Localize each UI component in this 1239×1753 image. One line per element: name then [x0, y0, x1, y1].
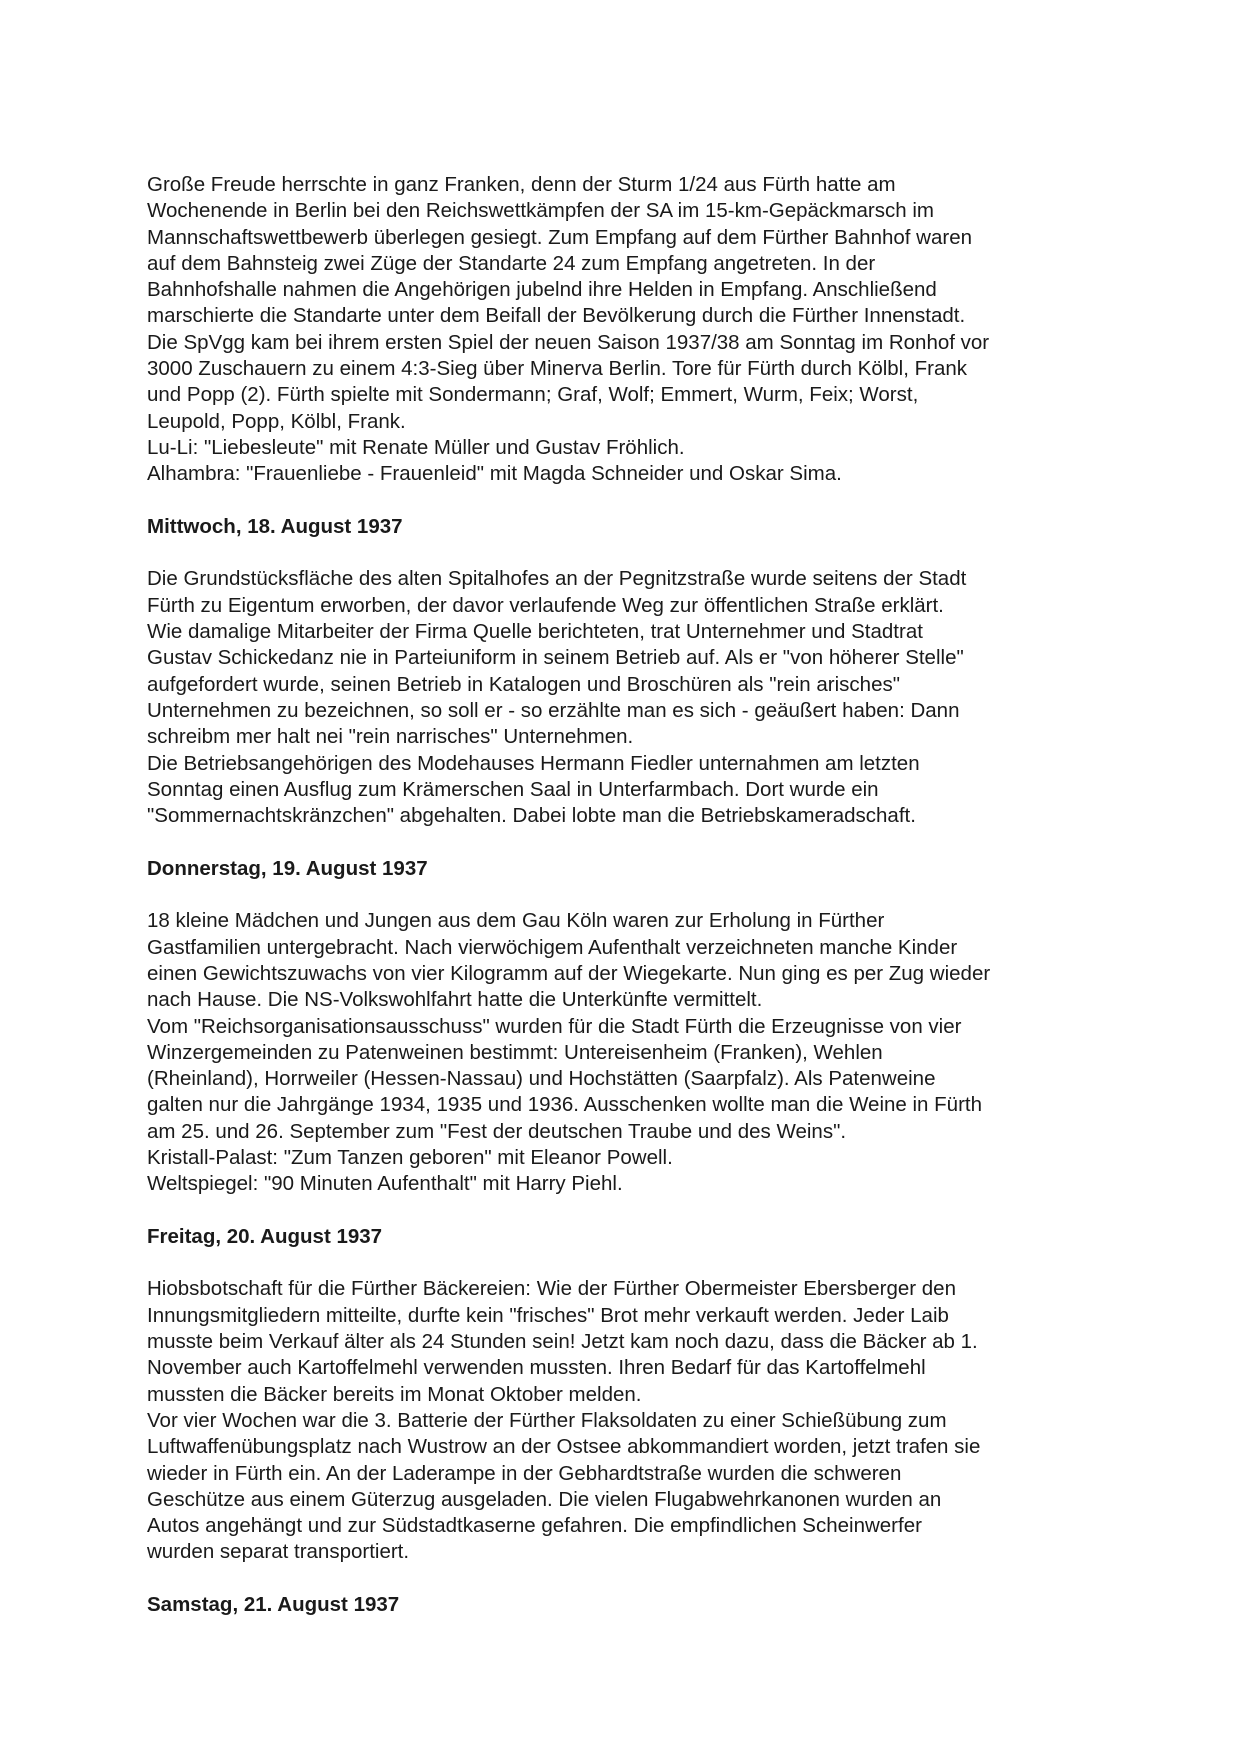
text-line: Sonntag einen Ausflug zum Krämerschen Saal in Unterfarmbach. Dort wurde ein	[147, 777, 879, 801]
text-line: und Popp (2). Fürth spielte mit Sondermann; Graf, Wolf; Emmert, Wurm, Feix; Worst,	[147, 383, 919, 407]
text-line: Luftwaffenübungsplatz nach Wustrow an der Ostsee abkommandiert worden, jetzt trafen sie	[147, 1435, 981, 1459]
text-line: Autos angehängt und zur Südstadtkaserne gefahren. Die empfindlichen Scheinwerfer	[147, 1514, 922, 1538]
text-line: am 25. und 26. September zum "Fest der deutschen Traube und des Weins".	[147, 1119, 847, 1143]
text-line: (Rheinland), Horrweiler (Hessen-Nassau) und Hochstätten (Saarpfalz). Als Patenweine	[147, 1067, 936, 1091]
text-line: Bahnhofshalle nahmen die Angehörigen jubelnd ihre Helden in Empfang. Anschließend	[147, 278, 937, 302]
paragraph	[147, 908, 1147, 1197]
text-line: galten nur die Jahrgänge 1934, 1935 und 1936. Ausschenken wollte man die Weine in Fürth	[147, 1093, 983, 1117]
text-line: Vor vier Wochen war die 3. Batterie der Fürther Flaksoldaten zu einer Schießübung zum	[147, 1408, 947, 1432]
text-line: Die Grundstücksfläche des alten Spitalhofes an der Pegnitzstraße wurde seitens der Stadt	[147, 567, 967, 591]
text-line: 3000 Zuschauern zu einem 4:3-Sieg über Minerva Berlin. Tore für Fürth durch Kölbl, Frank	[147, 357, 968, 381]
block-spacer	[147, 882, 1147, 908]
block-spacer	[147, 540, 1147, 566]
text-line: Kristall-Palast: "Zum Tanzen geboren" mit Eleanor Powell.	[147, 1145, 673, 1169]
text-line: Lu-Li: "Liebesleute" mit Renate Müller und Gustav Fröhlich.	[147, 435, 685, 459]
text-line: schreibm mer halt nei "rein narrisches" Unternehmen.	[147, 725, 634, 749]
text-line: mussten die Bäcker bereits im Monat Oktober melden.	[147, 1382, 642, 1406]
text-line: Die SpVgg kam bei ihrem ersten Spiel der neuen Saison 1937/38 am Sonntag im Ronhof vor	[147, 330, 990, 354]
date-heading: Freitag, 20. August 1937	[147, 1224, 383, 1248]
text-line: Gastfamilien untergebracht. Nach vierwöchigem Aufenthalt verzeichneten manche Kinder	[147, 935, 958, 959]
block-spacer	[147, 488, 1147, 514]
date-heading: Samstag, 21. August 1937	[147, 1593, 400, 1617]
text-line: wurden separat transportiert.	[147, 1540, 410, 1564]
text-line: Leupold, Popp, Kölbl, Frank.	[147, 409, 406, 433]
text-line: Innungsmitgliedern mitteilte, durfte kein "frisches" Brot mehr verkauft werden. Jeder Laib	[147, 1303, 949, 1327]
document-page	[147, 172, 1147, 1618]
text-line: November auch Kartoffelmehl verwenden mussten. Ihren Bedarf für das Kartoffelmehl	[147, 1356, 926, 1380]
text-line: Große Freude herrschte in ganz Franken, denn der Sturm 1/24 aus Fürth hatte am	[147, 173, 896, 196]
text-line: Winzergemeinden zu Patenweinen bestimmt: Untereisenheim (Franken), Wehlen	[147, 1040, 883, 1064]
text-line: Unternehmen zu bezeichnen, so soll er - so erzählte man es sich - geäußert haben: Dann	[147, 698, 960, 722]
text-line: "Sommernachtskränzchen" abgehalten. Dabei lobte man die Betriebskameradschaft.	[147, 804, 916, 828]
block-spacer	[147, 829, 1147, 855]
block-spacer	[147, 1566, 1147, 1592]
text-line: Vom "Reichsorganisationsausschuss" wurden für die Stadt Fürth die Erzeugnisse von vier	[147, 1014, 962, 1038]
text-line: Weltspiegel: "90 Minuten Aufenthalt" mit Harry Piehl.	[147, 1172, 623, 1196]
text-line: Wochenende in Berlin bei den Reichswettkämpfen der SA im 15-km-Gepäckmarsch im	[147, 199, 934, 223]
text-line: Gustav Schickedanz nie in Parteiuniform in seinem Betrieb auf. Als er "von höherer Stelle"	[147, 646, 964, 670]
text-line: musste beim Verkauf älter als 24 Stunden sein! Jetzt kam noch dazu, dass die Bäcker ab 1.	[147, 1330, 978, 1354]
text-line: Alhambra: "Frauenliebe - Frauenleid" mit Magda Schneider und Oskar Sima.	[147, 462, 842, 486]
text-line: marschierte die Standarte unter dem Beifall der Bevölkerung durch die Fürther Innenstadt.	[147, 304, 966, 328]
text-line: Die Betriebsangehörigen des Modehauses Hermann Fiedler unternahmen am letzten	[147, 751, 920, 775]
text-line: Fürth zu Eigentum erworben, der davor verlaufende Weg zur öffentlichen Straße erklärt.	[147, 593, 944, 617]
text-line: 18 kleine Mädchen und Jungen aus dem Gau Köln waren zur Erholung in Fürther	[147, 909, 885, 933]
block-spacer	[147, 1250, 1147, 1276]
paragraph	[147, 172, 1147, 488]
text-line: nach Hause. Die NS-Volkswohlfahrt hatte die Unterkünfte vermittelt.	[147, 988, 763, 1012]
text-line: Mannschaftswettbewerb überlegen gesiegt. Zum Empfang auf dem Fürther Bahnhof waren	[147, 225, 973, 249]
text-line: einen Gewichtszuwachs von vier Kilogramm auf der Wiegekarte. Nun ging es per Zug wieder	[147, 961, 991, 985]
paragraph	[147, 1276, 1147, 1565]
text-line: auf dem Bahnsteig zwei Züge der Standarte 24 zum Empfang angetreten. In der	[147, 251, 876, 275]
text-line: Geschütze aus einem Güterzug ausgeladen. Die vielen Flugabwehrkanonen wurden an	[147, 1487, 942, 1511]
date-heading: Mittwoch, 18. August 1937	[147, 514, 403, 538]
paragraph	[147, 566, 1147, 829]
text-line: wieder in Fürth ein. An der Laderampe in der Gebhardtstraße wurden die schweren	[147, 1461, 902, 1485]
text-line: aufgefordert wurde, seinen Betrieb in Katalogen und Broschüren als "rein arisches"	[147, 672, 900, 696]
block-spacer	[147, 1198, 1147, 1224]
text-line: Hiobsbotschaft für die Fürther Bäckereien: Wie der Fürther Obermeister Ebersberger den	[147, 1277, 956, 1301]
text-line: Wie damalige Mitarbeiter der Firma Quelle berichteten, trat Unternehmer und Stadtrat	[147, 620, 923, 644]
date-heading: Donnerstag, 19. August 1937	[147, 856, 428, 880]
